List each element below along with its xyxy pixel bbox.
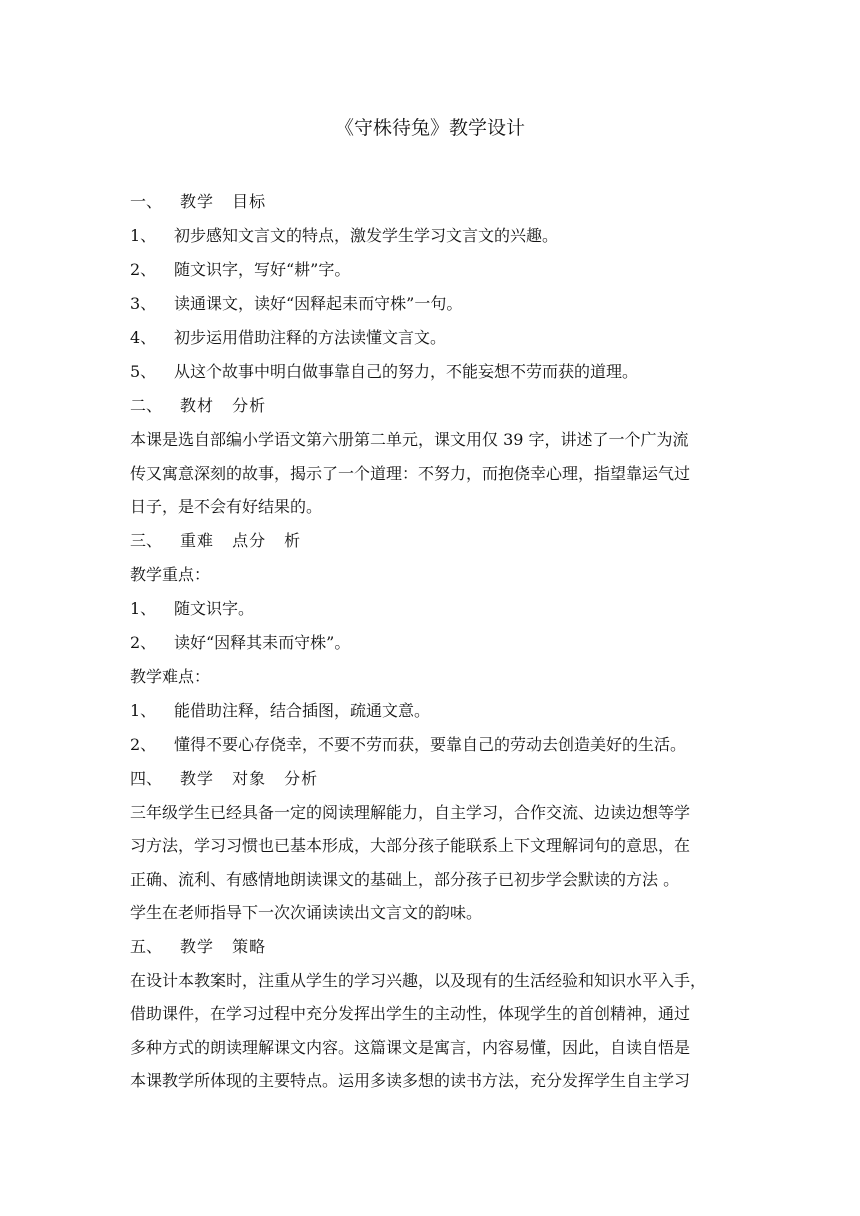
section-title: 重难 点分 析 <box>180 530 302 550</box>
list-item <box>130 728 730 762</box>
section-paragraph <box>130 796 730 930</box>
section-paragraph <box>130 423 730 524</box>
section-title: 教学 目标 <box>180 192 267 211</box>
section-paragraph <box>130 964 730 1098</box>
sub-label-difficult: 教学难点： <box>130 666 211 686</box>
item-number: 2、 <box>130 734 157 754</box>
item-number: 2、 <box>130 260 157 279</box>
paragraph-line: 本课教学所体现的主要特点。运用多读多想的读书方法，充分发挥学生自主学习 <box>130 1071 691 1090</box>
paragraph-line: 三年级学生已经具备一定的阅读理解能力，自主学习，合作交流、边读边想等学 <box>130 802 691 822</box>
list-item <box>130 355 730 389</box>
paragraph-line: 日子，是不会有好结果的。 <box>130 497 323 516</box>
item-number: 1、 <box>130 700 157 720</box>
section-title: 教学 策略 <box>180 936 267 956</box>
paragraph-line: 本课是选自部编小学语文第六册第二单元，课文用仅 39 字，讲述了一个广为流 <box>130 430 689 449</box>
item-number: 2、 <box>130 632 157 652</box>
section-number: 五、 <box>130 936 163 956</box>
item-text: 从这个故事中明白做事靠自己的努力，不能妄想不劳而获的道理。 <box>174 362 639 381</box>
list-item <box>130 287 730 321</box>
section-number: 四、 <box>130 768 163 788</box>
paragraph-line: 习方法，学习习惯也已基本形成，大部分孩子能联系上下文理解词句的意思，在 <box>130 836 691 855</box>
section-heading-students <box>130 762 730 796</box>
item-number: 4、 <box>130 328 157 347</box>
list-item <box>130 694 730 728</box>
sub-label-key: 教学重点： <box>130 564 211 584</box>
item-number: 1、 <box>130 226 157 245</box>
paragraph-line: 传又寓意深刻的故事，揭示了一个道理：不努力，而抱侥幸心理，指望靠运气过 <box>130 463 691 483</box>
item-text: 初步感知文言文的特点，激发学生学习文言文的兴趣。 <box>174 226 559 245</box>
paragraph-line: 借助课件，在学习过程中充分发挥出学生的主动性，体现学生的首创精神，通过 <box>130 1004 691 1023</box>
section-title: 教材 分析 <box>180 396 267 415</box>
list-item <box>130 626 730 660</box>
list-item <box>130 592 730 626</box>
item-text: 读通课文，读好“因释起耒而守株”一句。 <box>174 294 463 313</box>
list-item <box>130 321 730 355</box>
document-title: 《守株待兔》教学设计 <box>334 117 525 139</box>
section-number: 一、 <box>130 192 163 211</box>
paragraph-line: 学生在老师指导下一次次诵读读出文言文的韵味。 <box>130 903 483 922</box>
item-text: 初步运用借助注释的方法读懂文言文。 <box>174 328 447 347</box>
list-item <box>130 253 730 287</box>
section-title: 教学 对象 分析 <box>180 768 319 788</box>
paragraph-line: 正确、流利、有感情地朗读课文的基础上，部分孩子已初步学会默读的方法 。 <box>130 869 680 889</box>
item-number: 3、 <box>130 294 157 313</box>
item-text: 随文识字。 <box>174 598 255 618</box>
section-number: 三、 <box>130 530 163 550</box>
section-heading-materials <box>130 389 730 423</box>
section-heading-strategy <box>130 930 730 964</box>
item-text: 随文识字，写好“耕”字。 <box>174 260 351 279</box>
item-text: 懂得不要心存侥幸，不要不劳而获，要靠自己的劳动去创造美好的生活。 <box>174 734 687 754</box>
section-heading-objectives <box>130 185 730 219</box>
item-text: 能借助注释，结合插图，疏通文意。 <box>174 700 431 720</box>
list-item <box>130 219 730 253</box>
item-number: 1、 <box>130 598 157 618</box>
section-number: 二、 <box>130 396 163 415</box>
item-text: 读好“因释其耒而守株”。 <box>174 632 351 652</box>
paragraph-line: 多种方式的朗读理解课文内容。这篇课文是寓言，内容易懂，因此，自读自悟是 <box>130 1037 691 1057</box>
document-body <box>130 185 730 1098</box>
item-number: 5、 <box>130 362 157 381</box>
paragraph-line: 在设计本教案时，注重从学生的学习兴趣，以及现有的生活经验和知识水平入手， <box>130 970 707 990</box>
section-heading-key-points <box>130 524 730 558</box>
